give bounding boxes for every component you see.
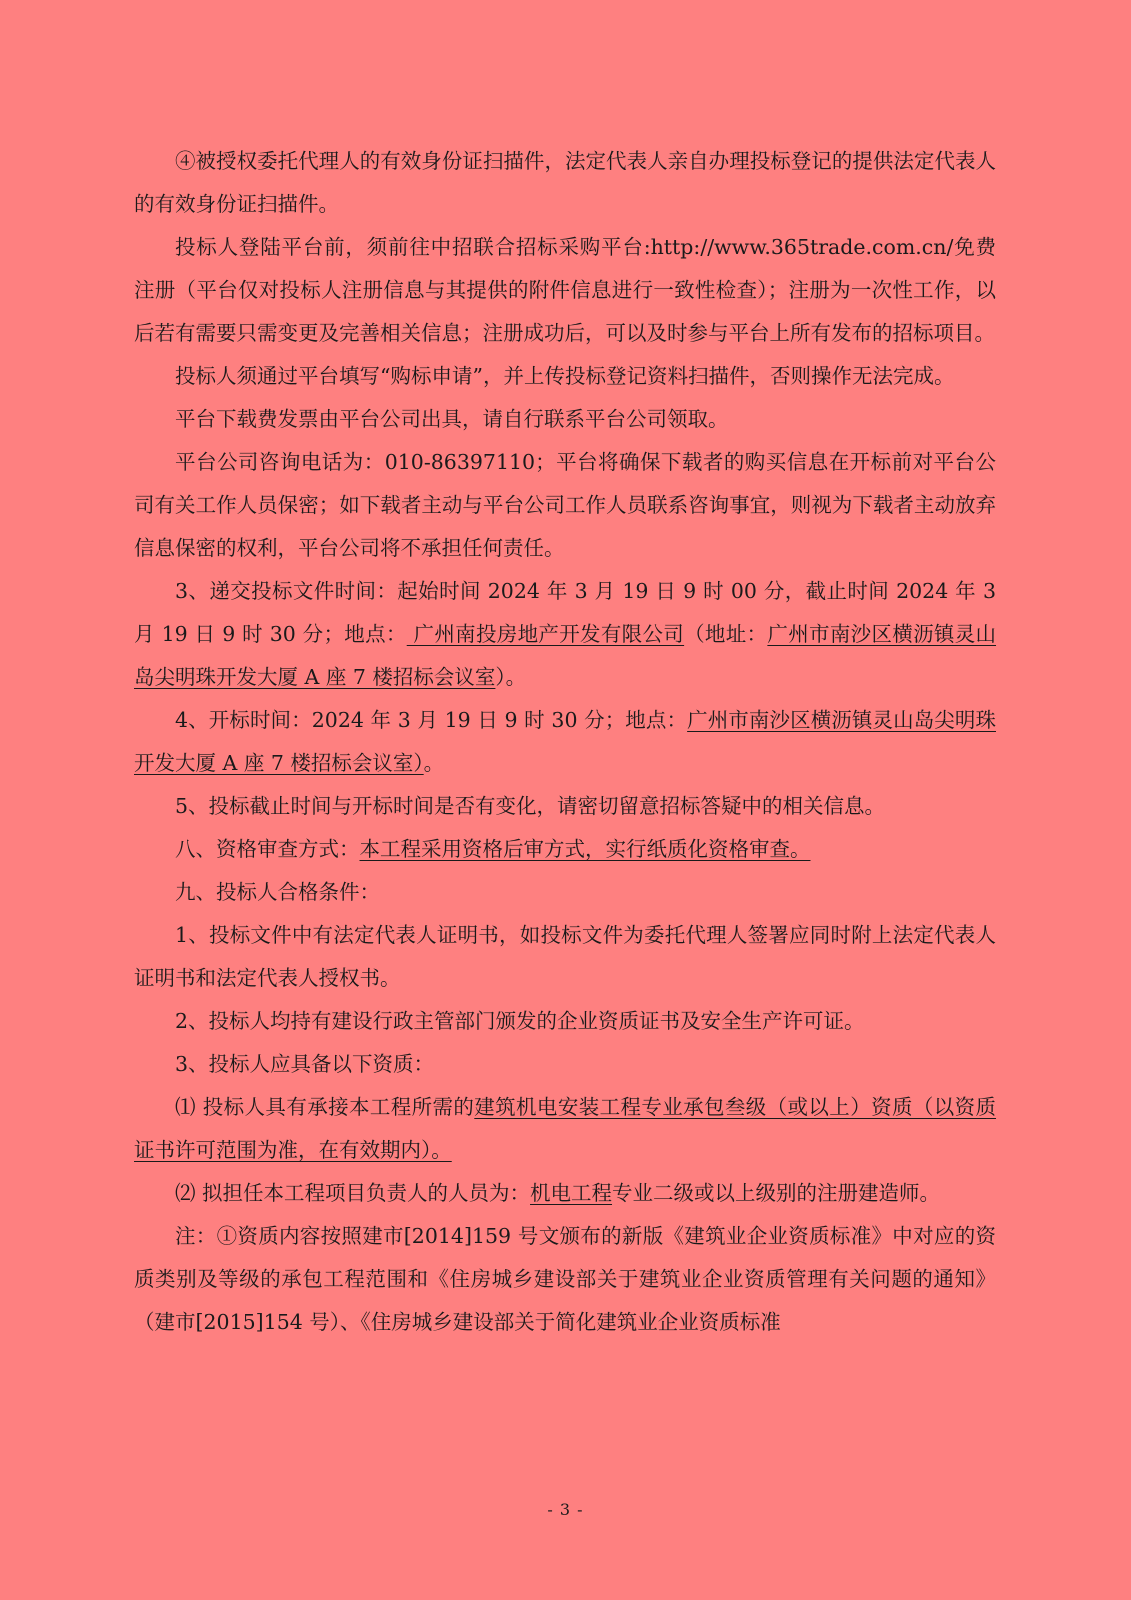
paragraph (134, 871, 996, 914)
paragraph (134, 1172, 996, 1215)
text-segment: 投标人须通过平台填写“购标申请”，并上传投标登记资料扫描件，否则操作无法完成。 (175, 364, 955, 388)
paragraph (134, 699, 996, 785)
paragraph (134, 226, 996, 355)
text-segment: 1、投标文件中有法定代表人证明书，如投标文件为委托代理人签署应同时附上法定代表人证明书和法定代表人授权书。 (134, 923, 996, 990)
paragraph (134, 1215, 996, 1344)
page-number: - 3 - (547, 1500, 584, 1519)
paragraph (134, 1086, 996, 1172)
text-segment: 4、开标时间：2024 年 3 月 19 日 9 时 30 分；地点： (175, 708, 688, 732)
text-segment: 注：①资质内容按照建市[2014]159 号文颁布的新版《建筑业企业资质标准》中对应的资质类别及等级的承包工程范围和《住房城乡建设部关于建筑业企业资质管理有关问题的通知》（建市[2015]154 号）、《住房城乡建设部关于简化建筑业企业资质标准 (134, 1224, 996, 1334)
paragraph (134, 570, 996, 699)
paragraph (134, 785, 996, 828)
text-segment: 投标人登陆平台前，须前往中招联合招标采购平台:http://www.365trade.com.cn/免费注册（平台仅对投标人注册信息与其提供的附件信息进行一致性检查）；注册为一次性工作，以后若有需要只需变更及完善相关信息；注册成功后，可以及时参与平台上所有发布的招标项目。 (134, 235, 996, 345)
underlined-text: 机电工程 (530, 1181, 613, 1205)
text-segment: 平台下载费发票由平台公司出具，请自行联系平台公司领取。 (175, 407, 729, 431)
paragraph (134, 355, 996, 398)
paragraph (134, 1000, 996, 1043)
body-text (134, 140, 996, 1344)
text-segment: ）。 (495, 665, 527, 689)
text-segment: ⑴ 投标人具有承接本工程所需的 (175, 1095, 475, 1119)
underlined-text: 本工程采用资格后审方式，实行纸质化资格审查。 (359, 837, 811, 861)
text-segment: 八、资格审查方式： (175, 837, 360, 861)
paragraph (134, 441, 996, 570)
text-segment: 平台公司咨询电话为：010-86397110；平台将确保下载者的购买信息在开标前对平台公司有关工作人员保密；如下载者主动与平台公司工作人员联系咨询事宜，则视为下载者主动放弃信息保密的权利，平台公司将不承担任何责任。 (134, 450, 996, 560)
underlined-text: 广州南投房地产开发有限公司 (406, 622, 685, 646)
text-segment: 5、投标截止时间与开标时间是否有变化，请密切留意招标答疑中的相关信息。 (175, 794, 886, 818)
text-segment: 3、投标人应具备以下资质： (175, 1052, 435, 1076)
paragraph (134, 140, 996, 226)
text-segment: 九、投标人合格条件： (175, 880, 380, 904)
paragraph (134, 398, 996, 441)
text-segment: ④被授权委托代理人的有效身份证扫描件，法定代表人亲自办理投标登记的提供法定代表人的有效身份证扫描件。 (134, 149, 996, 216)
paragraph (134, 828, 996, 871)
text-segment: 。 (423, 751, 445, 775)
underlined-text: 建筑机电安装工程专业承包叁级（或以上）资质（以资质证书许可范围为准，在有效期内）。 (134, 1095, 997, 1162)
text-segment: ⑵ 拟担任本工程项目负责人的人员为： (175, 1181, 531, 1205)
paragraph (134, 914, 996, 1000)
underlined-text: 广州市南沙区横沥镇灵山岛尖明珠开发大厦 A 座 7 楼招标会议室） (134, 708, 996, 775)
underlined-text: 广州市南沙区横沥镇灵山岛尖明珠开发大厦 A 座 7 楼招标会议室 (134, 622, 997, 689)
text-segment: 2、投标人均持有建设行政主管部门颁发的企业资质证书及安全生产许可证。 (175, 1009, 865, 1033)
text-segment: 3、递交投标文件时间：起始时间 2024 年 3 月 19 日 9 时 00 分，截止时间 2024 年 3 月 19 日 9 时 30 分；地点： (134, 579, 996, 646)
text-segment: （地址： (684, 622, 768, 646)
text-segment: 专业二级或以上级别的注册建造师。 (612, 1181, 941, 1205)
paragraph (134, 1043, 996, 1086)
